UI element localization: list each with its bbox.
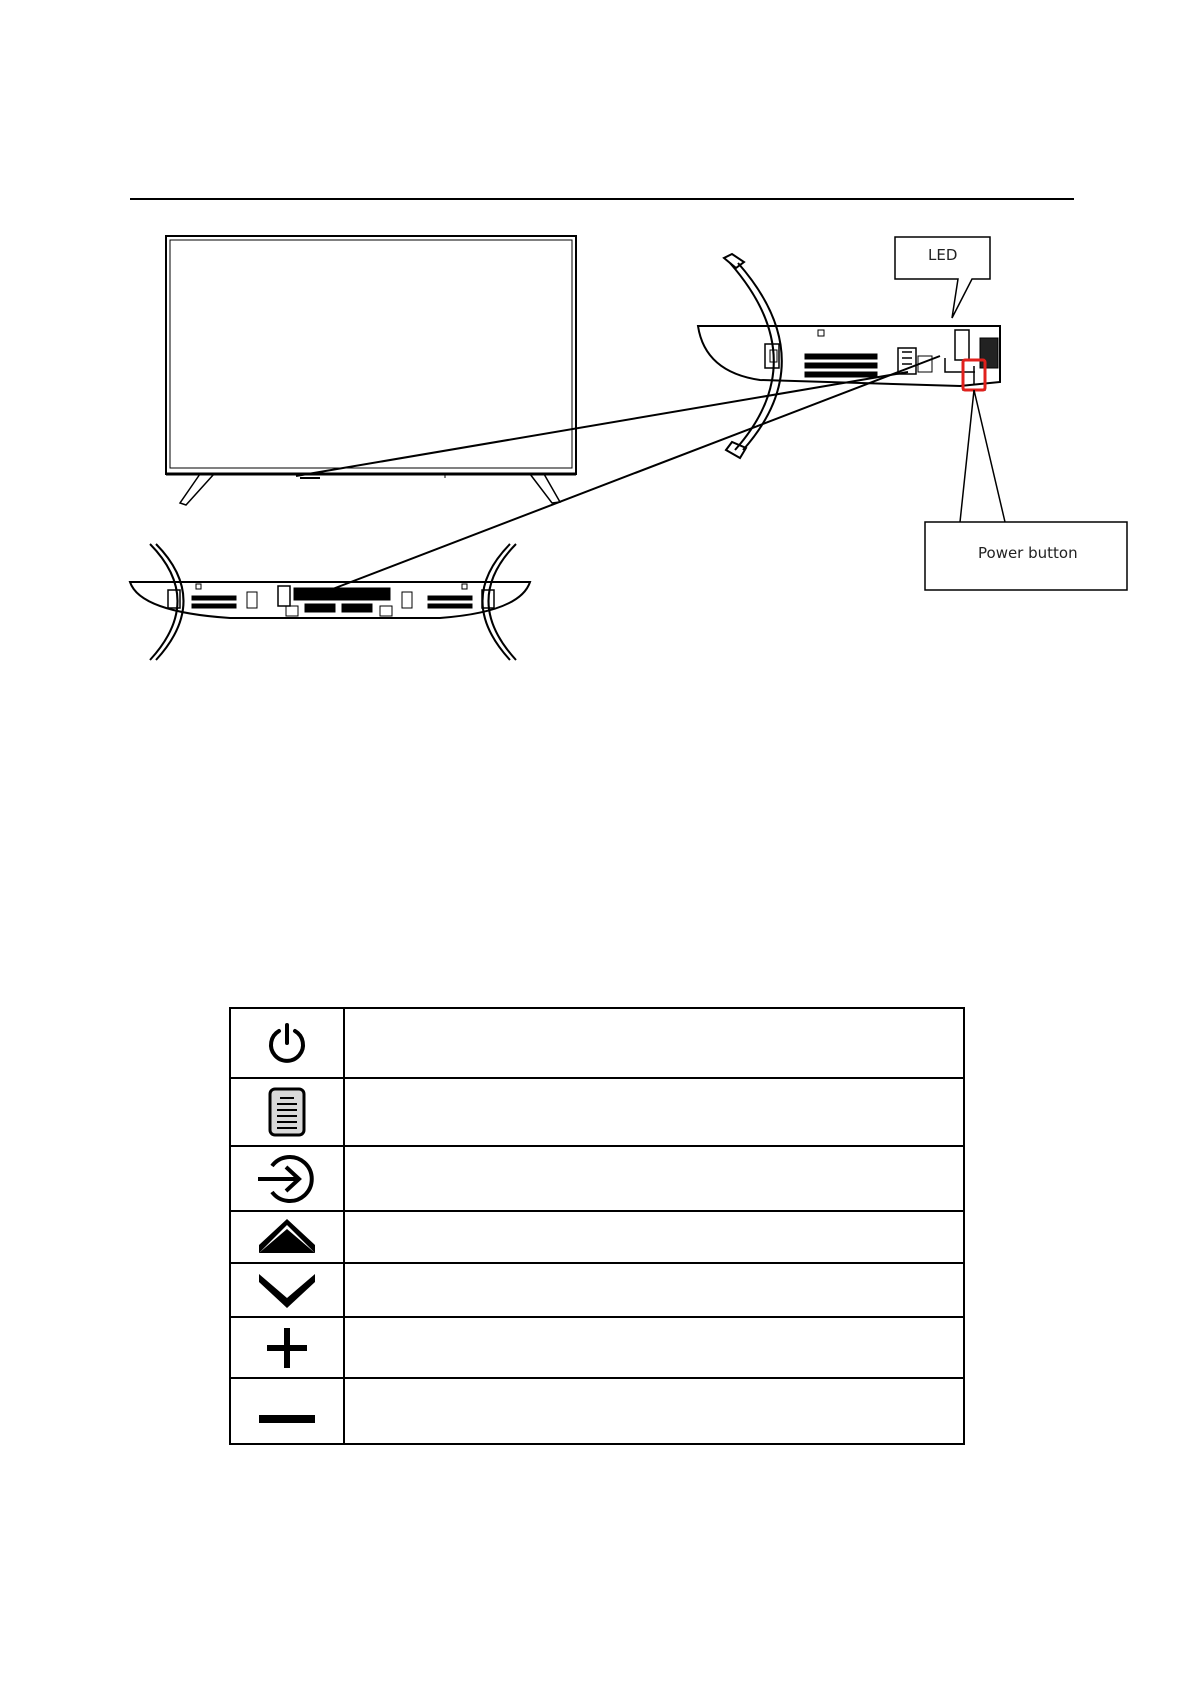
tv-front-view bbox=[166, 236, 576, 505]
icon-cell bbox=[230, 1078, 344, 1146]
icon-cell bbox=[230, 1008, 344, 1078]
led-label: LED bbox=[928, 246, 958, 264]
description-cell bbox=[344, 1211, 964, 1263]
chevron-up-icon bbox=[257, 1219, 317, 1255]
icon-cell bbox=[230, 1211, 344, 1263]
control-keys-table bbox=[229, 1007, 965, 1445]
menu-icon bbox=[265, 1086, 309, 1138]
power-icon bbox=[265, 1021, 309, 1065]
plus-icon bbox=[265, 1326, 309, 1370]
power-button-label: Power button bbox=[978, 544, 1078, 562]
table-row bbox=[230, 1317, 964, 1378]
icon-cell bbox=[230, 1146, 344, 1211]
tv-bottom-zoom-view bbox=[698, 254, 1000, 458]
table-row bbox=[230, 1078, 964, 1146]
table-row bbox=[230, 1008, 964, 1078]
description-cell bbox=[344, 1378, 964, 1444]
description-cell bbox=[344, 1008, 964, 1078]
minus-icon bbox=[257, 1391, 317, 1431]
icon-cell bbox=[230, 1378, 344, 1444]
table-row bbox=[230, 1378, 964, 1444]
chevron-down-icon bbox=[257, 1272, 317, 1308]
description-cell bbox=[344, 1263, 964, 1317]
icon-cell bbox=[230, 1263, 344, 1317]
description-cell bbox=[344, 1146, 964, 1211]
tv-bottom-view bbox=[130, 544, 530, 660]
table-row bbox=[230, 1211, 964, 1263]
table-row bbox=[230, 1263, 964, 1317]
icon-cell bbox=[230, 1317, 344, 1378]
table-row bbox=[230, 1146, 964, 1211]
input-source-icon bbox=[254, 1152, 320, 1206]
tv-diagram bbox=[0, 0, 1192, 700]
description-cell bbox=[344, 1078, 964, 1146]
description-cell bbox=[344, 1317, 964, 1378]
